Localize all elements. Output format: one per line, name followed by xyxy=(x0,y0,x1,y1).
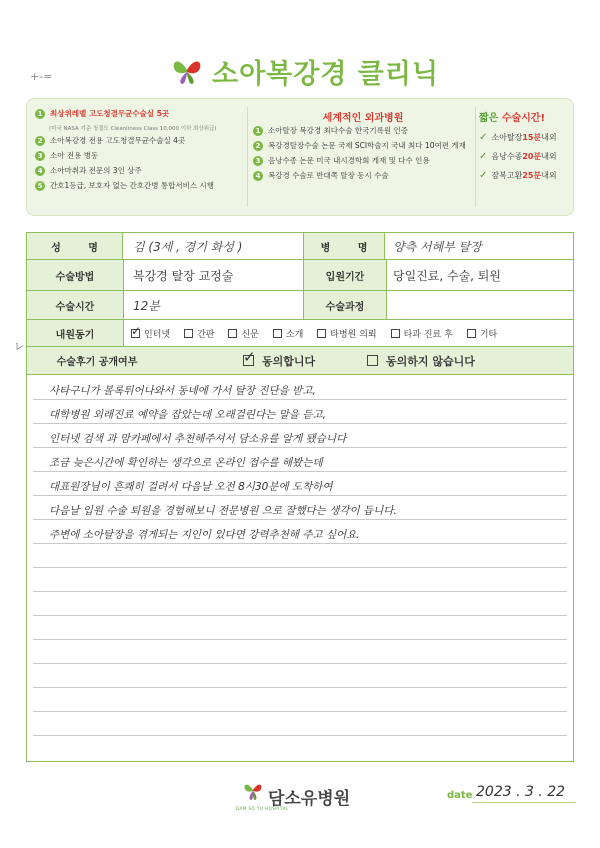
checkbox-icon[interactable] xyxy=(467,329,476,338)
check-icon: ✓ xyxy=(479,170,488,181)
consent-agree-label: 동의합니다 xyxy=(262,354,316,368)
feature-title: 세계적인 외과병원 xyxy=(322,113,404,124)
time-item xyxy=(479,170,569,181)
time-label: 수술시간 xyxy=(27,291,124,319)
ruled-line xyxy=(33,711,567,712)
feature-text: 소아 전용 병동 xyxy=(50,151,99,160)
review-line: 대학병원 외래진료 예약을 잡았는데 오래걸린다는 말을 듣고, xyxy=(49,409,326,421)
consent-label: 수술후기 공개여부 xyxy=(56,357,138,368)
number-badge-icon: 2 xyxy=(253,141,263,151)
feature-column-short-time xyxy=(479,109,569,181)
feature-text: 간호1등급, 보호자 없는 간호간병 통합서비스 시행 xyxy=(50,181,214,190)
checkbox-icon[interactable] xyxy=(273,329,282,338)
feature-title-highlight: 수술시간! xyxy=(501,113,546,124)
time-item xyxy=(479,132,569,143)
review-form xyxy=(26,232,574,762)
checkbox-checked-icon[interactable] xyxy=(131,329,140,338)
ruled-line xyxy=(33,519,567,520)
clinic-header xyxy=(0,48,600,92)
form-row-motive xyxy=(27,320,573,347)
feature-column-facilities xyxy=(35,109,245,196)
period-value[interactable]: 당일진료, 수술, 퇴원 xyxy=(393,268,501,283)
side-check-mark: レ xyxy=(14,342,24,353)
disease-label: 병 명 xyxy=(303,233,385,259)
consent-disagree-label: 동의하지 않습니다 xyxy=(386,354,475,368)
ruled-line xyxy=(33,471,567,472)
feature-item xyxy=(35,181,245,191)
ruled-line xyxy=(33,687,567,688)
feature-title: 최상위레벨 고도청결무균수술실 5곳 xyxy=(50,109,170,118)
feature-text: 복강경탈장수술 논문 국제 SCI학술지 국내 최다 10여편 게재 xyxy=(268,141,466,150)
process-label: 수술과정 xyxy=(303,291,387,319)
consent-agree-option[interactable] xyxy=(243,347,315,374)
option-label: 타병원 의뢰 xyxy=(330,329,377,340)
checkbox-icon[interactable] xyxy=(184,329,193,338)
checkbox-icon[interactable] xyxy=(391,329,400,338)
feature-text: 소아복강경 전용 고도청결무균수술실 4곳 xyxy=(50,136,186,145)
review-line: 사타구니가 볼록튀어나와서 동네에 가서 탈장 진단을 받고, xyxy=(49,385,316,397)
hospital-logo-icon xyxy=(243,780,263,804)
feature-item xyxy=(253,156,473,166)
feature-title xyxy=(479,109,569,124)
number-badge-icon: 5 xyxy=(35,181,45,191)
checkbox-icon[interactable] xyxy=(367,355,378,366)
number-badge-icon: 4 xyxy=(253,171,263,181)
check-icon: ✓ xyxy=(479,151,488,162)
option-label: 기타 xyxy=(479,329,498,340)
date-value[interactable]: 2023 . 3 . 22 xyxy=(476,784,566,800)
review-line: 주변에 소아탈장을 겪게되는 지인이 있다면 강력추천해 주고 싶어요. xyxy=(49,529,360,541)
motive-options xyxy=(131,320,573,346)
feature-text: 소아마취과 전문의 3인 상주 xyxy=(50,166,142,175)
review-line: 인터넷 검색 과 맘카페에서 추천해주셔서 담소유를 알게 됐습니다 xyxy=(49,433,347,445)
feature-item xyxy=(253,126,473,136)
date-underline xyxy=(472,802,576,803)
column-divider xyxy=(247,107,248,207)
ruled-line xyxy=(33,423,567,424)
feature-item xyxy=(35,136,245,146)
motive-label: 내원동기 xyxy=(27,320,124,346)
option-label: 소개 xyxy=(285,329,304,340)
name-label: 성 명 xyxy=(27,233,123,259)
option-label: 타과 진료 후 xyxy=(403,329,453,340)
feature-item xyxy=(35,109,245,119)
ruled-line xyxy=(33,639,567,640)
column-divider xyxy=(475,107,476,207)
motive-option-newspaper[interactable] xyxy=(228,327,258,340)
time-label: 소아탈장 xyxy=(491,133,523,142)
motive-option-referral[interactable] xyxy=(273,327,303,340)
feature-item xyxy=(253,171,473,181)
feature-text: 소아탈장 복강경 최다수술 한국기록원 인증 xyxy=(268,126,408,135)
time-suffix: 내외 xyxy=(541,152,557,161)
form-row-name xyxy=(27,233,573,260)
feature-subtitle: (미국 NASA 기준 청결도 Cleanliness Class 10,000 이하 최상위급) xyxy=(49,126,217,132)
ruled-line xyxy=(33,591,567,592)
review-line: 다음날 입원 수술 퇴원을 경험해보니 전문병원 으로 잘했다는 생각이 듭니다. xyxy=(49,505,397,517)
check-icon: ✓ xyxy=(479,132,488,143)
time-suffix: 내외 xyxy=(541,171,557,180)
ruled-line xyxy=(33,543,567,544)
motive-option-other-hospital[interactable] xyxy=(317,327,376,340)
number-badge-icon: 1 xyxy=(35,109,45,119)
time-suffix: 내외 xyxy=(541,133,557,142)
number-badge-icon: 4 xyxy=(35,166,45,176)
time-value: 15분 xyxy=(522,133,542,142)
ruled-line xyxy=(33,567,567,568)
name-value[interactable]: 김 (3세 , 경기 화성 ) xyxy=(133,239,243,254)
process-value[interactable] xyxy=(393,291,571,319)
ruled-line xyxy=(33,447,567,448)
form-row-surgery xyxy=(27,260,573,291)
option-label: 간판 xyxy=(197,329,215,340)
date-label: date xyxy=(447,790,473,801)
feature-panel xyxy=(26,98,574,216)
review-line: 대표원장님이 흔쾌히 걸려서 다음날 오전 8시30분에 도착하여 xyxy=(49,481,333,493)
time-item xyxy=(479,151,569,162)
feature-item xyxy=(35,166,245,176)
surgery-label: 수술방법 xyxy=(27,260,124,290)
checkbox-icon[interactable] xyxy=(228,329,237,338)
feature-title-prefix: 짧은 xyxy=(479,113,502,124)
ruled-line xyxy=(33,663,567,664)
checkbox-checked-icon[interactable] xyxy=(243,355,254,366)
feature-item xyxy=(253,141,473,151)
feature-text: 음낭수종 논문 미국 내시경학회 게재 및 다수 인용 xyxy=(268,156,430,165)
form-row-time xyxy=(27,291,573,320)
ruled-line xyxy=(33,495,567,496)
motive-option-sign[interactable] xyxy=(184,327,214,340)
option-label: 인터넷 xyxy=(144,329,171,340)
disease-value[interactable]: 양측 서혜부 탈장 xyxy=(393,239,482,254)
time-value: 25분 xyxy=(522,171,542,180)
option-label: 신문 xyxy=(241,329,259,340)
checkbox-icon[interactable] xyxy=(317,329,326,338)
motive-option-etc[interactable] xyxy=(467,327,497,340)
review-line: 조금 늦은시간에 확인하는 생각으로 온라인 접수를 해봤는데 xyxy=(49,457,323,469)
time-value: 20분 xyxy=(522,152,542,161)
feature-item xyxy=(35,151,245,161)
motive-option-internet[interactable] xyxy=(131,327,170,340)
ruled-line xyxy=(33,615,567,616)
butterfly-logo-icon xyxy=(170,56,204,86)
period-label: 입원기간 xyxy=(303,260,387,290)
ruled-line xyxy=(33,735,567,736)
number-badge-icon: 3 xyxy=(253,156,263,166)
ruled-line xyxy=(33,399,567,400)
review-text-area[interactable] xyxy=(27,375,573,761)
scribble-mark: +-= xyxy=(30,70,53,83)
feature-column-world-class xyxy=(253,109,473,186)
surgery-value[interactable]: 복강경 탈장 교정술 xyxy=(133,268,234,283)
feature-text: 복강경 수술로 반대쪽 탈장 동시 수술 xyxy=(268,171,389,180)
motive-option-other-dept[interactable] xyxy=(391,327,453,340)
form-row-consent xyxy=(27,347,573,375)
number-badge-icon: 2 xyxy=(35,136,45,146)
time-label: 잠복고환 xyxy=(491,171,523,180)
clinic-title: 소아복강경 클리닉 xyxy=(212,59,440,90)
hospital-mark-text: DAM SO YU HOSPITAL xyxy=(236,806,289,811)
consent-disagree-option[interactable] xyxy=(367,347,475,374)
number-badge-icon: 3 xyxy=(35,151,45,161)
hospital-name: 담소유병원 xyxy=(268,789,351,809)
time-value[interactable]: 12분 xyxy=(133,298,160,313)
number-badge-icon: 1 xyxy=(253,126,263,136)
time-label: 음낭수종 xyxy=(491,152,523,161)
